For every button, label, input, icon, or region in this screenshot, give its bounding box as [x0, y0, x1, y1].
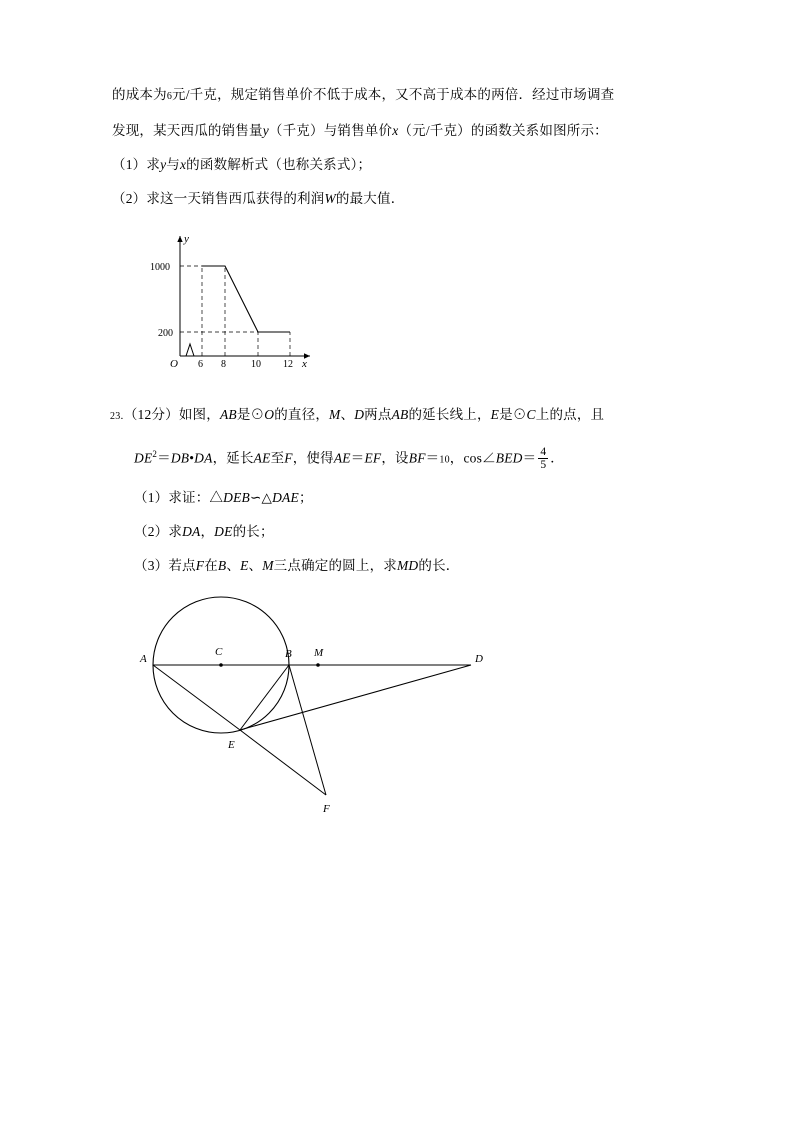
problem-23-item-2 [134, 515, 692, 549]
p22-i1-b: 与 [166, 157, 180, 172]
p23-ab2: AB [391, 407, 409, 422]
p23-i2-de: DE [214, 523, 233, 539]
p23-l2-bed: BED [495, 450, 523, 466]
problem-23-item-3 [134, 549, 692, 583]
p23-l2-ef: EF [364, 450, 382, 466]
line-ae [153, 665, 240, 730]
p23-l2-a: ，延长 [212, 450, 254, 466]
p23-stem-g: 是⊙ [499, 407, 527, 422]
p22-l1-cost: 6 [166, 91, 173, 102]
x-tick-10: 10 [251, 359, 261, 368]
p22-i2-a: （2）求这一天销售西瓜获得的利润 [112, 191, 325, 206]
p23-stem-d: 、 [340, 407, 355, 422]
p23-stem-b: 是⊙ [236, 407, 265, 422]
x-tick-6: 6 [198, 359, 203, 368]
p23-stem-h: 上的点，且 [535, 407, 605, 422]
p23-l2-ae2: AE [333, 450, 351, 466]
p23-l2-sup: 2 [152, 449, 158, 459]
p23-c: C [526, 407, 536, 422]
p23-o: O [264, 407, 275, 422]
p23-e: E [490, 407, 500, 422]
p23-fraction-four-fifths [538, 446, 548, 471]
p23-d: D [354, 407, 365, 422]
figure-2-svg [118, 590, 538, 830]
y-tick-1000: 1000 [150, 262, 170, 273]
curve-start-segment [186, 344, 194, 356]
p22-l2-c: （元/千克）的函数关系如图所示： [398, 123, 608, 138]
p23-stem-f: 的延长线上， [408, 407, 491, 422]
p23-l2-da: DA [194, 450, 213, 466]
line-ef [240, 730, 326, 795]
problem-22-item-1 [112, 148, 682, 182]
curve-main [202, 266, 290, 332]
p23-i1-a: （1）求证：△ [134, 489, 224, 505]
p23-l2-f: F [284, 450, 293, 466]
label-M: M [314, 647, 324, 659]
p22-l1-c: 元/千克，规定销售单价不低于成本，又不高于成本的两倍．经过市场调查 [172, 87, 615, 102]
p23-i3-b: 在 [204, 557, 218, 573]
p23-l2-de: DE [134, 450, 153, 466]
label-D: D [475, 653, 483, 665]
p23-l2-e: ，cos∠ [449, 450, 496, 466]
p23-l2-c: ，使得 [292, 450, 334, 466]
figure-1-svg [150, 228, 320, 368]
label-C: C [215, 646, 223, 658]
p23-i3-e2: 三点确定的圆上，求 [273, 557, 397, 573]
origin-label: O [170, 358, 178, 368]
label-F: F [323, 803, 330, 815]
p23-l2-d: ，设 [381, 450, 409, 466]
p22-l1-a: 的成本为 [112, 87, 167, 102]
label-E: E [228, 739, 235, 751]
p23-i2-a: （2）求 [134, 523, 183, 539]
fraction-numerator: 4 [540, 445, 547, 458]
p23-number: 23． [110, 411, 131, 422]
p23-l2-bf: BF [408, 450, 426, 466]
problem-23-text [112, 398, 692, 583]
label-B: B [285, 648, 292, 660]
point-m-dot [316, 663, 320, 667]
p23-points: （12分） [130, 407, 179, 422]
p23-l2-dot: • [189, 450, 195, 466]
p22-l2-y: y [262, 123, 269, 138]
y-tick-200: 200 [158, 328, 173, 339]
p23-i3-a: （3）若点 [134, 557, 196, 573]
p23-l2-ten: 10 [439, 454, 450, 466]
p23-i3-md: MD [396, 557, 419, 573]
p23-i3-d: 、 [248, 557, 263, 573]
p23-ab: AB [219, 407, 237, 422]
p23-l2-b: 至 [270, 450, 285, 466]
p22-i1-y: y [160, 157, 167, 172]
line-bf [289, 665, 326, 795]
p23-l2-ae: AE [253, 450, 271, 466]
line-be [240, 665, 289, 730]
line-ed [240, 665, 471, 730]
p23-l2-eq: ＝ [157, 450, 171, 466]
problem-22-line-2 [112, 114, 682, 148]
p23-i1-dae: DAE [272, 489, 299, 505]
y-axis-label: y [184, 233, 189, 245]
p23-m: M [329, 407, 341, 422]
p22-i1-c: 的函数解析式（也称关系式）； [186, 157, 372, 172]
problem-23-line-2 [134, 434, 692, 481]
p23-i3-bb: B [217, 557, 227, 573]
label-A: A [140, 653, 147, 665]
p23-stem-c: 的直径， [274, 407, 330, 422]
problem-22-text [112, 78, 682, 216]
figure-1-graph [150, 228, 320, 368]
p23-i2-c: ， [200, 523, 215, 539]
p23-l2-db: DB [170, 450, 190, 466]
problem-23-line-1 [110, 398, 692, 434]
fraction-denominator: 5 [540, 458, 547, 471]
x-axis-label: x [302, 358, 307, 368]
x-tick-12: 12 [283, 359, 293, 368]
point-c-dot [219, 663, 223, 667]
p22-i1-a: （1）求 [112, 157, 161, 172]
p22-i2-w: W [324, 191, 336, 206]
p22-l2-a: 发现，某天西瓜的销售量 [112, 123, 263, 138]
figure-2-geometry [118, 590, 538, 830]
p22-l2-b: （千克）与销售单价 [268, 123, 393, 138]
problem-23-item-1 [134, 481, 692, 515]
p23-i1-deb: DEB [223, 489, 250, 505]
p23-stem-a: 如图， [178, 407, 220, 422]
p22-i1-x: x [179, 157, 187, 172]
y-axis-arrow [177, 236, 182, 242]
p23-i3-e: E [240, 557, 249, 573]
x-tick-8: 8 [221, 359, 226, 368]
problem-22-line-1 [112, 78, 682, 114]
p23-i3-f: F [195, 557, 205, 573]
p23-stem-e: 两点 [364, 407, 392, 422]
problem-22-item-2 [112, 182, 682, 216]
p23-i3-c: 、 [226, 557, 241, 573]
p23-l2-eq4: ＝ [522, 450, 537, 466]
p23-l2-eq2: ＝ [350, 450, 365, 466]
p22-i2-b: 的最大值． [335, 191, 405, 206]
p23-i1-b: ； [298, 489, 313, 505]
p23-l2-eq3: ＝ [425, 450, 440, 466]
p23-i2-b: 的长； [232, 523, 274, 539]
p22-l2-x: x [392, 123, 399, 138]
p23-i1-sim: ∽△ [250, 489, 273, 505]
p23-l2-end: ． [550, 450, 564, 466]
p23-i3-m: M [262, 557, 274, 573]
p23-i3-f2: 的长． [418, 557, 460, 573]
p23-i2-da: DA [182, 523, 201, 539]
